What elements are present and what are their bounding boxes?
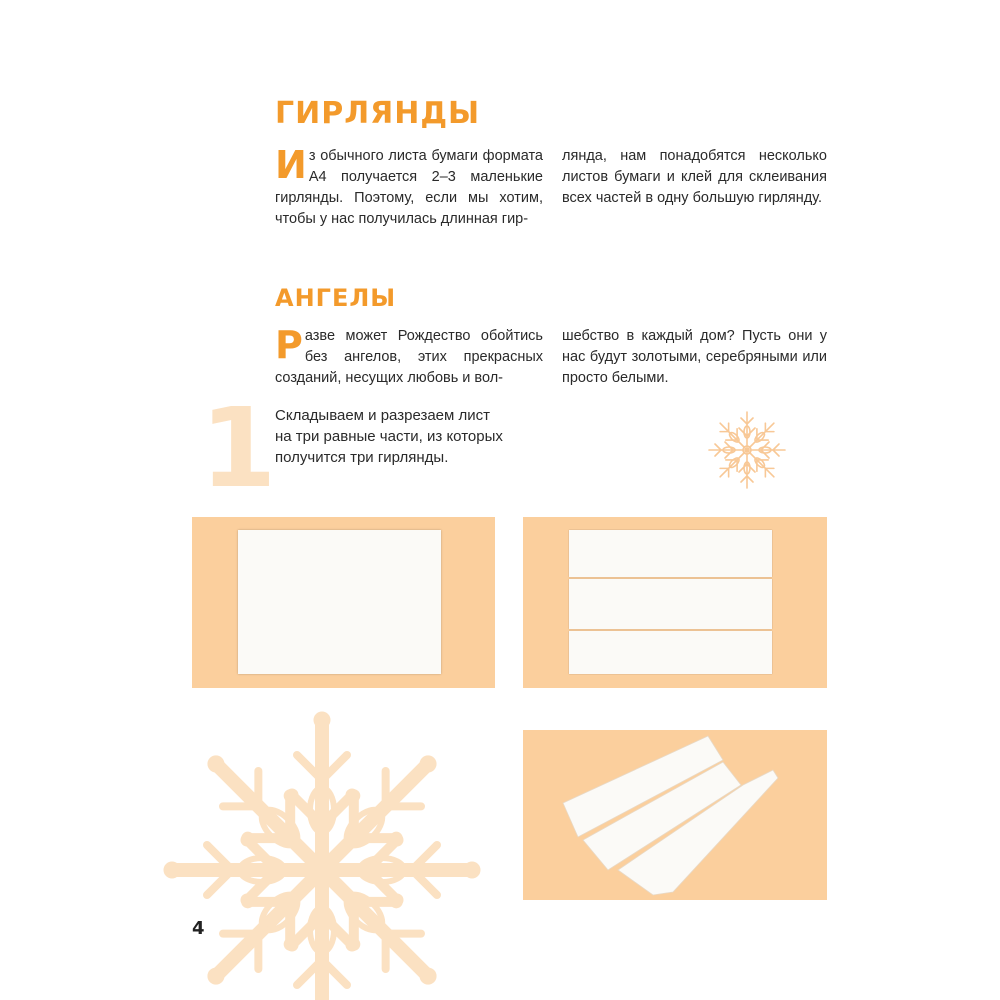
garlands-title: ГИРЛЯНДЫ <box>275 96 481 131</box>
paper-strip-2 <box>569 579 772 629</box>
illustration-divided-panel <box>523 517 827 688</box>
angels-dropcap: Р <box>275 323 303 367</box>
step-number: 1 <box>200 384 277 512</box>
garlands-dropcap: И <box>275 143 307 187</box>
paper-sheet <box>238 530 441 674</box>
snowflake-large-icon <box>150 705 500 1000</box>
cut-strips-drawing <box>523 730 827 900</box>
garlands-text-col1 <box>275 143 543 230</box>
angels-title: АНГЕЛЫ <box>275 284 397 312</box>
paper-strip-3 <box>569 631 772 674</box>
angels-col2-text: шебство в каждый дом? Пусть они у нас будут золотыми, серебряными или просто белыми. <box>562 328 827 386</box>
angels-text-col2 <box>562 326 827 389</box>
garlands-col2-text: лянда, нам понадобятся несколько листов бумаги и клей для склеивания всех частей в одну большую гирлянду. <box>562 148 827 206</box>
paper-strip-1 <box>569 530 772 577</box>
snowflake-small-icon <box>705 408 789 492</box>
angels-col1-text: азве может Рождество обойтись без ангелов, этих прекрасных созданий, несущих любовь и вол- <box>275 328 543 386</box>
illustration-cut-panel <box>523 730 827 900</box>
garlands-col1-text: з обычного листа бумаги формата А4 получается 2–3 маленькие гирлянды. Поэтому, если мы хотим, чтобы у нас получилась длинная гир- <box>275 148 543 227</box>
illustration-sheet-panel <box>192 517 495 688</box>
garlands-text-col2 <box>562 146 827 209</box>
angels-text-col1 <box>275 323 543 389</box>
page-number: 4 <box>192 918 205 939</box>
step-text: Складываем и разрезаем лист на три равные части, из которых получится три гирлянды. <box>275 407 503 466</box>
